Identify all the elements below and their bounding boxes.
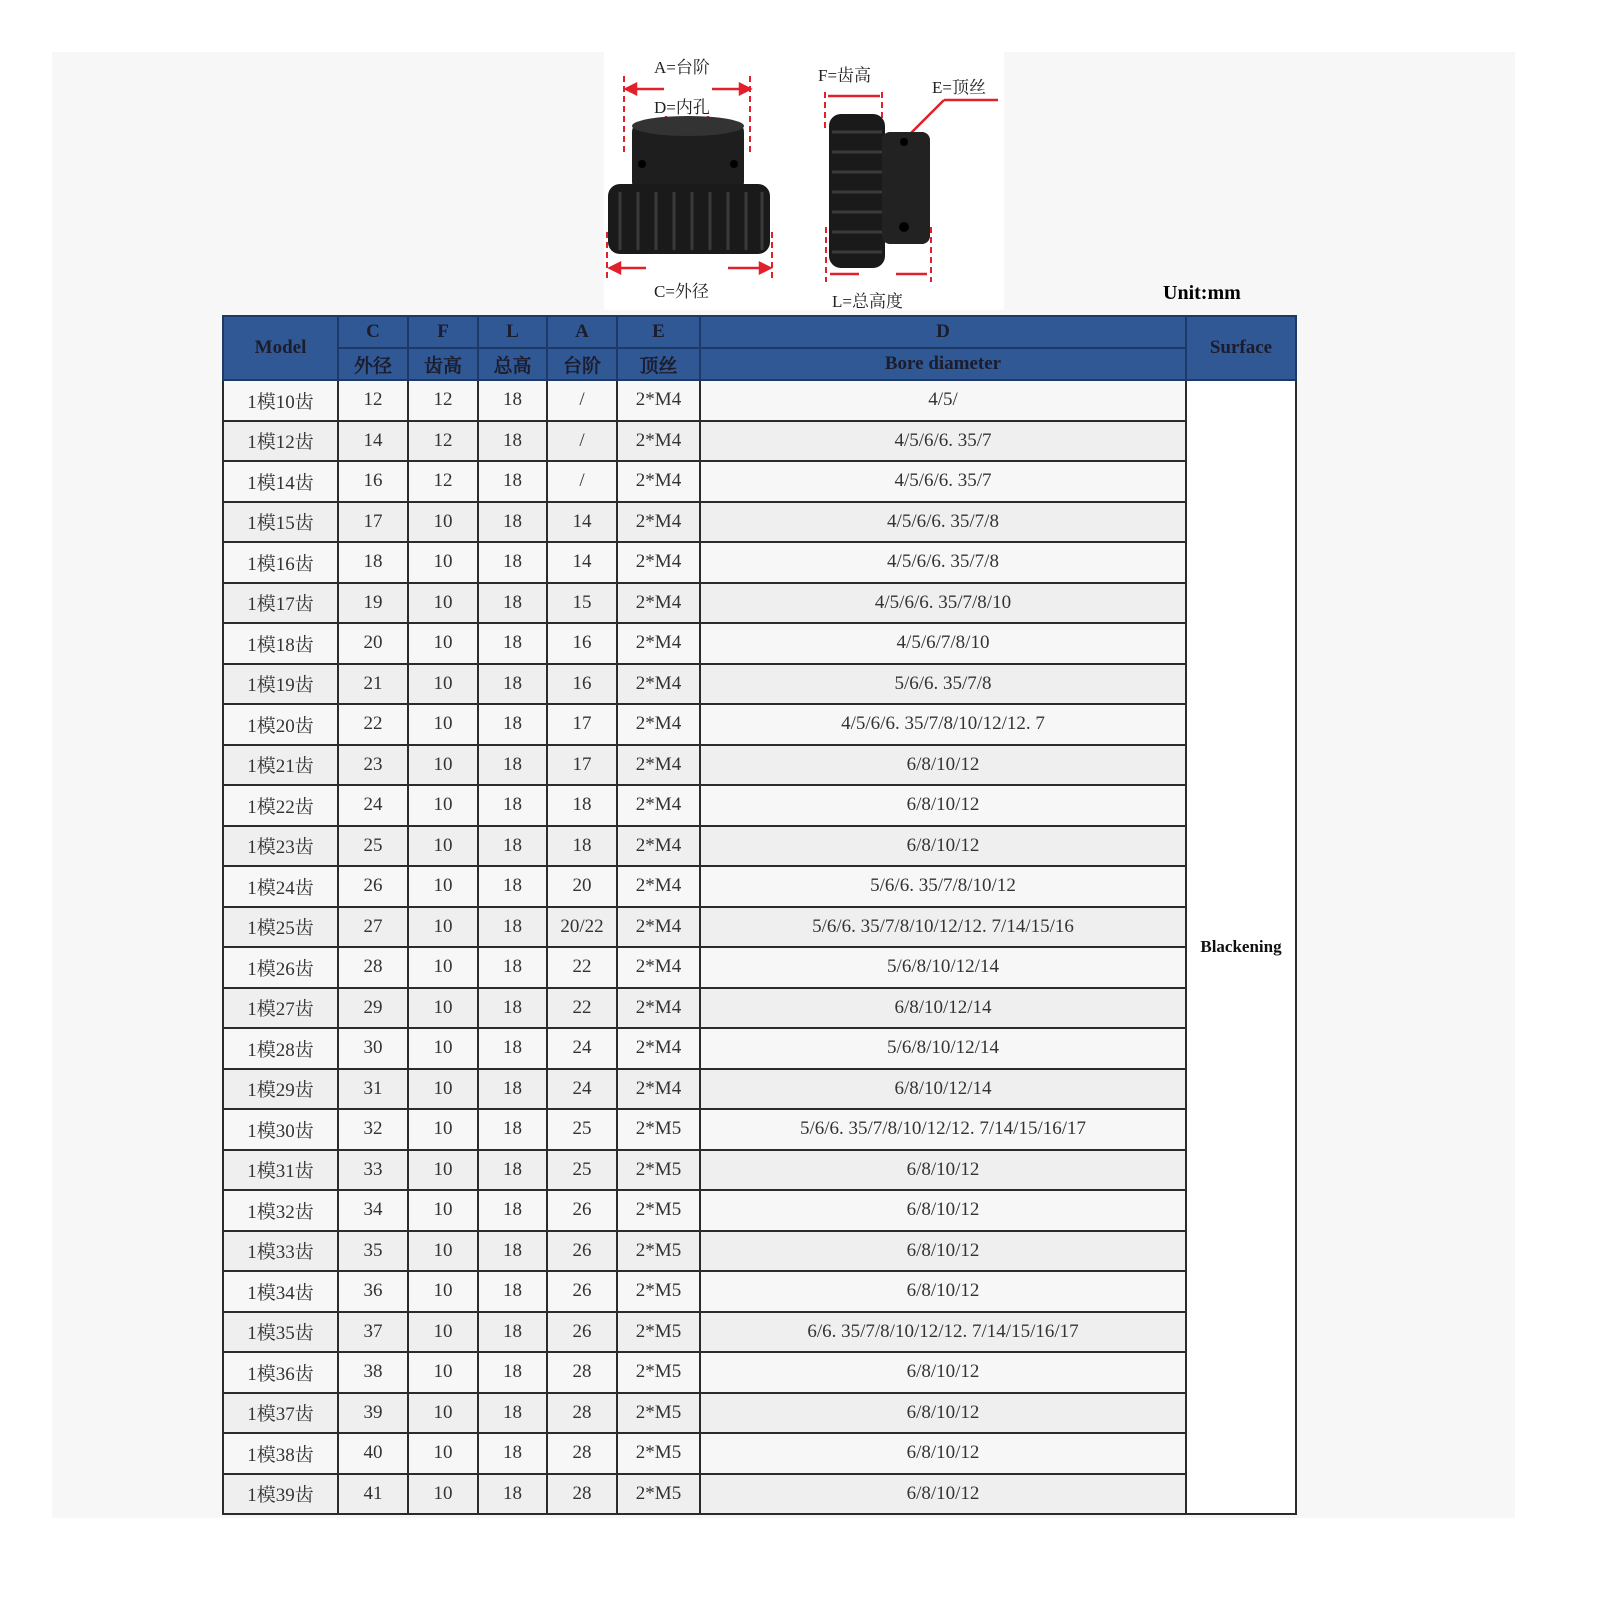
- table-row: [223, 1028, 1296, 1069]
- unit-label: Unit:mm: [1163, 282, 1241, 304]
- cell-total-height: 18: [478, 542, 547, 583]
- cell-tooth-height: 10: [408, 947, 478, 988]
- table-row: [223, 866, 1296, 907]
- cell-tooth-height: 10: [408, 1433, 478, 1474]
- cell-model: 1模38齿: [223, 1433, 338, 1474]
- cell-tooth-height: 10: [408, 1109, 478, 1150]
- cell-outer-diameter: 27: [338, 907, 408, 948]
- cell-total-height: 18: [478, 1109, 547, 1150]
- cell-outer-diameter: 37: [338, 1312, 408, 1353]
- cell-outer-diameter: 25: [338, 826, 408, 867]
- cell-model: 1模14齿: [223, 461, 338, 502]
- cell-step: /: [547, 421, 617, 462]
- cell-total-height: 18: [478, 1271, 547, 1312]
- cell-set-screw: 2*M5: [617, 1231, 700, 1272]
- table-row: [223, 947, 1296, 988]
- cell-bore-diameter: 5/6/6. 35/7/8/10/12/12. 7/14/15/16/17: [700, 1109, 1186, 1150]
- table-row: [223, 1271, 1296, 1312]
- cell-set-screw: 2*M4: [617, 502, 700, 543]
- cell-step: 17: [547, 745, 617, 786]
- cell-set-screw: 2*M5: [617, 1433, 700, 1474]
- cell-outer-diameter: 23: [338, 745, 408, 786]
- cell-tooth-height: 10: [408, 866, 478, 907]
- table-row: [223, 988, 1296, 1029]
- cell-model: 1模12齿: [223, 421, 338, 462]
- cell-set-screw: 2*M4: [617, 380, 700, 421]
- cell-set-screw: 2*M4: [617, 785, 700, 826]
- cell-set-screw: 2*M4: [617, 461, 700, 502]
- cell-step: 15: [547, 583, 617, 624]
- cell-bore-diameter: 4/5/6/6. 35/7: [700, 461, 1186, 502]
- table-row: [223, 745, 1296, 786]
- cell-tooth-height: 10: [408, 1190, 478, 1231]
- cell-set-screw: 2*M5: [617, 1393, 700, 1434]
- cell-outer-diameter: 12: [338, 380, 408, 421]
- cell-step: 28: [547, 1352, 617, 1393]
- cell-total-height: 18: [478, 1069, 547, 1110]
- cell-bore-diameter: 5/6/6. 35/7/8/10/12: [700, 866, 1186, 907]
- cell-set-screw: 2*M5: [617, 1474, 700, 1515]
- cell-bore-diameter: 6/8/10/12/14: [700, 1069, 1186, 1110]
- cell-bore-diameter: 6/8/10/12: [700, 1150, 1186, 1191]
- cell-step: 24: [547, 1028, 617, 1069]
- cell-step: 20/22: [547, 907, 617, 948]
- cell-bore-diameter: 5/6/6. 35/7/8: [700, 664, 1186, 705]
- table-row: [223, 380, 1296, 421]
- cell-bore-diameter: 6/8/10/12: [700, 1433, 1186, 1474]
- cell-model: 1模22齿: [223, 785, 338, 826]
- cell-step: 25: [547, 1150, 617, 1191]
- cell-tooth-height: 12: [408, 380, 478, 421]
- cell-total-height: 18: [478, 1474, 547, 1515]
- cell-model: 1模20齿: [223, 704, 338, 745]
- cell-total-height: 18: [478, 907, 547, 948]
- cell-total-height: 18: [478, 1433, 547, 1474]
- cell-set-screw: 2*M4: [617, 907, 700, 948]
- cell-bore-diameter: 6/8/10/12/14: [700, 988, 1186, 1029]
- label-e: E=顶丝: [932, 78, 986, 97]
- cell-set-screw: 2*M4: [617, 421, 700, 462]
- cell-step: 24: [547, 1069, 617, 1110]
- cell-total-height: 18: [478, 1352, 547, 1393]
- cell-model: 1模30齿: [223, 1109, 338, 1150]
- cell-bore-diameter: 6/6. 35/7/8/10/12/12. 7/14/15/16/17: [700, 1312, 1186, 1353]
- cell-step: 25: [547, 1109, 617, 1150]
- cell-outer-diameter: 33: [338, 1150, 408, 1191]
- cell-outer-diameter: 20: [338, 623, 408, 664]
- table-row: [223, 502, 1296, 543]
- cell-outer-diameter: 35: [338, 1231, 408, 1272]
- table-row: [223, 826, 1296, 867]
- cell-bore-diameter: 5/6/8/10/12/14: [700, 947, 1186, 988]
- cell-tooth-height: 12: [408, 421, 478, 462]
- cell-bore-diameter: 4/5/6/6. 35/7/8: [700, 542, 1186, 583]
- cell-set-screw: 2*M4: [617, 1028, 700, 1069]
- cell-tooth-height: 10: [408, 1352, 478, 1393]
- cell-total-height: 18: [478, 583, 547, 624]
- cell-outer-diameter: 22: [338, 704, 408, 745]
- cell-tooth-height: 10: [408, 988, 478, 1029]
- header-e: E: [617, 316, 700, 348]
- cell-surface: Blackening: [1186, 380, 1296, 1514]
- cell-outer-diameter: 34: [338, 1190, 408, 1231]
- table-row: [223, 1433, 1296, 1474]
- gear-diagram: [604, 52, 1004, 310]
- cell-total-height: 18: [478, 1393, 547, 1434]
- header-surface: Surface: [1186, 316, 1296, 380]
- cell-total-height: 18: [478, 1150, 547, 1191]
- cell-tooth-height: 10: [408, 1231, 478, 1272]
- header-a-sub: 台阶: [547, 348, 617, 380]
- cell-tooth-height: 10: [408, 1150, 478, 1191]
- cell-total-height: 18: [478, 745, 547, 786]
- cell-total-height: 18: [478, 866, 547, 907]
- cell-outer-diameter: 24: [338, 785, 408, 826]
- cell-outer-diameter: 19: [338, 583, 408, 624]
- cell-step: 28: [547, 1474, 617, 1515]
- label-c: C=外径: [654, 282, 709, 301]
- table-row: [223, 1069, 1296, 1110]
- label-a: A=台阶: [654, 58, 710, 77]
- cell-outer-diameter: 39: [338, 1393, 408, 1434]
- table-row: [223, 664, 1296, 705]
- cell-model: 1模34齿: [223, 1271, 338, 1312]
- cell-tooth-height: 10: [408, 745, 478, 786]
- cell-bore-diameter: 6/8/10/12: [700, 1393, 1186, 1434]
- cell-bore-diameter: 6/8/10/12: [700, 826, 1186, 867]
- cell-tooth-height: 10: [408, 1312, 478, 1353]
- header-e-sub: 顶丝: [617, 348, 700, 380]
- cell-step: 28: [547, 1393, 617, 1434]
- cell-step: 14: [547, 502, 617, 543]
- header-l: L: [478, 316, 547, 348]
- cell-step: 18: [547, 785, 617, 826]
- cell-model: 1模15齿: [223, 502, 338, 543]
- cell-step: 28: [547, 1433, 617, 1474]
- cell-bore-diameter: 6/8/10/12: [700, 1352, 1186, 1393]
- table-row: [223, 421, 1296, 462]
- cell-outer-diameter: 41: [338, 1474, 408, 1515]
- table-row: [223, 1474, 1296, 1515]
- label-d: D=内孔: [654, 98, 710, 117]
- cell-outer-diameter: 26: [338, 866, 408, 907]
- cell-total-height: 18: [478, 664, 547, 705]
- cell-outer-diameter: 16: [338, 461, 408, 502]
- cell-set-screw: 2*M4: [617, 583, 700, 624]
- cell-model: 1模36齿: [223, 1352, 338, 1393]
- cell-total-height: 18: [478, 1028, 547, 1069]
- cell-outer-diameter: 36: [338, 1271, 408, 1312]
- cell-model: 1模24齿: [223, 866, 338, 907]
- cell-set-screw: 2*M4: [617, 623, 700, 664]
- table-row: [223, 704, 1296, 745]
- cell-tooth-height: 12: [408, 461, 478, 502]
- cell-outer-diameter: 30: [338, 1028, 408, 1069]
- cell-bore-diameter: 6/8/10/12: [700, 785, 1186, 826]
- cell-bore-diameter: 4/5/6/6. 35/7/8/10: [700, 583, 1186, 624]
- cell-total-height: 18: [478, 1231, 547, 1272]
- label-l: L=总高度: [832, 292, 903, 311]
- cell-total-height: 18: [478, 421, 547, 462]
- table-row: [223, 1312, 1296, 1353]
- cell-outer-diameter: 40: [338, 1433, 408, 1474]
- cell-total-height: 18: [478, 1190, 547, 1231]
- label-f: F=齿高: [818, 66, 872, 85]
- table-row: [223, 583, 1296, 624]
- cell-bore-diameter: 6/8/10/12: [700, 1231, 1186, 1272]
- cell-bore-diameter: 4/5/: [700, 380, 1186, 421]
- cell-outer-diameter: 17: [338, 502, 408, 543]
- cell-set-screw: 2*M5: [617, 1312, 700, 1353]
- cell-model: 1模31齿: [223, 1150, 338, 1191]
- cell-set-screw: 2*M4: [617, 745, 700, 786]
- cell-model: 1模32齿: [223, 1190, 338, 1231]
- cell-set-screw: 2*M4: [617, 1069, 700, 1110]
- cell-model: 1模29齿: [223, 1069, 338, 1110]
- cell-bore-diameter: 4/5/6/6. 35/7/8: [700, 502, 1186, 543]
- cell-bore-diameter: 4/5/6/7/8/10: [700, 623, 1186, 664]
- cell-set-screw: 2*M4: [617, 988, 700, 1029]
- cell-model: 1模28齿: [223, 1028, 338, 1069]
- cell-outer-diameter: 38: [338, 1352, 408, 1393]
- cell-model: 1模37齿: [223, 1393, 338, 1434]
- gear-spec-table: [222, 315, 1297, 1515]
- cell-total-height: 18: [478, 785, 547, 826]
- cell-set-screw: 2*M4: [617, 826, 700, 867]
- cell-model: 1模27齿: [223, 988, 338, 1029]
- cell-step: 16: [547, 664, 617, 705]
- cell-bore-diameter: 6/8/10/12: [700, 1474, 1186, 1515]
- header-d-sub: Bore diameter: [700, 348, 1186, 380]
- cell-step: 26: [547, 1190, 617, 1231]
- cell-model: 1模21齿: [223, 745, 338, 786]
- cell-set-screw: 2*M5: [617, 1190, 700, 1231]
- cell-step: 26: [547, 1231, 617, 1272]
- header-a: A: [547, 316, 617, 348]
- cell-step: 26: [547, 1312, 617, 1353]
- cell-outer-diameter: 31: [338, 1069, 408, 1110]
- cell-set-screw: 2*M5: [617, 1109, 700, 1150]
- header-d: D: [700, 316, 1186, 348]
- cell-set-screw: 2*M4: [617, 866, 700, 907]
- cell-model: 1模33齿: [223, 1231, 338, 1272]
- cell-set-screw: 2*M5: [617, 1150, 700, 1191]
- cell-total-height: 18: [478, 380, 547, 421]
- cell-step: /: [547, 380, 617, 421]
- header-model: Model: [223, 316, 338, 380]
- header-l-sub: 总高: [478, 348, 547, 380]
- cell-tooth-height: 10: [408, 1069, 478, 1110]
- table-row: [223, 907, 1296, 948]
- cell-bore-diameter: 6/8/10/12: [700, 745, 1186, 786]
- cell-tooth-height: 10: [408, 785, 478, 826]
- cell-total-height: 18: [478, 947, 547, 988]
- cell-outer-diameter: 29: [338, 988, 408, 1029]
- table-row: [223, 623, 1296, 664]
- cell-step: 18: [547, 826, 617, 867]
- cell-tooth-height: 10: [408, 907, 478, 948]
- cell-step: /: [547, 461, 617, 502]
- cell-model: 1模35齿: [223, 1312, 338, 1353]
- cell-tooth-height: 10: [408, 826, 478, 867]
- cell-tooth-height: 10: [408, 623, 478, 664]
- cell-tooth-height: 10: [408, 1393, 478, 1434]
- cell-tooth-height: 10: [408, 1028, 478, 1069]
- cell-total-height: 18: [478, 623, 547, 664]
- table-row: [223, 1352, 1296, 1393]
- table-row: [223, 461, 1296, 502]
- cell-model: 1模16齿: [223, 542, 338, 583]
- cell-tooth-height: 10: [408, 1271, 478, 1312]
- cell-outer-diameter: 14: [338, 421, 408, 462]
- table-row: [223, 1393, 1296, 1434]
- header-f-sub: 齿高: [408, 348, 478, 380]
- cell-model: 1模18齿: [223, 623, 338, 664]
- cell-outer-diameter: 21: [338, 664, 408, 705]
- cell-step: 14: [547, 542, 617, 583]
- table-row: [223, 1231, 1296, 1272]
- cell-bore-diameter: 6/8/10/12: [700, 1190, 1186, 1231]
- cell-model: 1模25齿: [223, 907, 338, 948]
- cell-set-screw: 2*M4: [617, 664, 700, 705]
- table-row: [223, 1109, 1296, 1150]
- cell-tooth-height: 10: [408, 542, 478, 583]
- cell-step: 22: [547, 947, 617, 988]
- cell-bore-diameter: 5/6/6. 35/7/8/10/12/12. 7/14/15/16: [700, 907, 1186, 948]
- cell-tooth-height: 10: [408, 1474, 478, 1515]
- cell-set-screw: 2*M4: [617, 704, 700, 745]
- cell-model: 1模39齿: [223, 1474, 338, 1515]
- cell-outer-diameter: 28: [338, 947, 408, 988]
- cell-total-height: 18: [478, 826, 547, 867]
- cell-outer-diameter: 18: [338, 542, 408, 583]
- header-c: C: [338, 316, 408, 348]
- table-row: [223, 542, 1296, 583]
- cell-set-screw: 2*M4: [617, 542, 700, 583]
- cell-model: 1模17齿: [223, 583, 338, 624]
- table-row: [223, 1190, 1296, 1231]
- cell-set-screw: 2*M5: [617, 1352, 700, 1393]
- cell-total-height: 18: [478, 502, 547, 543]
- cell-set-screw: 2*M4: [617, 947, 700, 988]
- cell-bore-diameter: 6/8/10/12: [700, 1271, 1186, 1312]
- table-row: [223, 785, 1296, 826]
- cell-total-height: 18: [478, 461, 547, 502]
- cell-total-height: 18: [478, 704, 547, 745]
- cell-set-screw: 2*M5: [617, 1271, 700, 1312]
- cell-tooth-height: 10: [408, 664, 478, 705]
- cell-bore-diameter: 5/6/8/10/12/14: [700, 1028, 1186, 1069]
- cell-bore-diameter: 4/5/6/6. 35/7/8/10/12/12. 7: [700, 704, 1186, 745]
- cell-total-height: 18: [478, 1312, 547, 1353]
- cell-model: 1模26齿: [223, 947, 338, 988]
- cell-total-height: 18: [478, 988, 547, 1029]
- table-row: [223, 1150, 1296, 1191]
- cell-step: 22: [547, 988, 617, 1029]
- cell-step: 20: [547, 866, 617, 907]
- header-c-sub: 外径: [338, 348, 408, 380]
- cell-step: 26: [547, 1271, 617, 1312]
- cell-model: 1模19齿: [223, 664, 338, 705]
- cell-bore-diameter: 4/5/6/6. 35/7: [700, 421, 1186, 462]
- cell-step: 16: [547, 623, 617, 664]
- cell-tooth-height: 10: [408, 583, 478, 624]
- cell-model: 1模10齿: [223, 380, 338, 421]
- cell-outer-diameter: 32: [338, 1109, 408, 1150]
- cell-step: 17: [547, 704, 617, 745]
- header-f: F: [408, 316, 478, 348]
- cell-tooth-height: 10: [408, 704, 478, 745]
- cell-tooth-height: 10: [408, 502, 478, 543]
- cell-model: 1模23齿: [223, 826, 338, 867]
